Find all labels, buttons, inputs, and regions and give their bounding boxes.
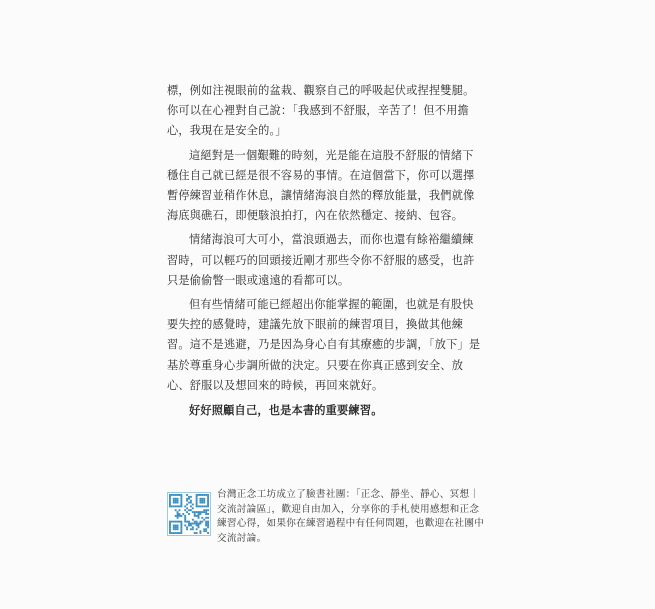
paragraph-4: 但有些情緒可能已經超出你能掌握的範圍，也就是有股快要失控的感覺時，建議先放下眼前的練習項目，換做其他練習。這不是逃避，乃是因為身心自有其療癒的步調，「放下」是基於尊重身心步調所做的決定。只要在你真正感到安全、放心、舒服以及想回來的時候，再回來就好。: [167, 298, 481, 392]
qr-code-icon[interactable]: [167, 492, 211, 536]
paragraph-emphasis: 好好照顧自己，也是本書的重要練習。: [189, 403, 383, 418]
footer-text: 台灣正念工坊成立了臉書社團：「正念、靜坐、靜心、冥想｜交流討論區」，歡迎自由加入，分享你的手札使用感想和正念練習心得，如果你在練習過程中有任何問題，也歡迎在社團中交流討論。: [217, 489, 485, 544]
body-text: [167, 81, 485, 424]
footer-note: [167, 488, 489, 544]
paragraph-1: 標，例如注視眼前的盆栽、觀察自己的呼吸起伏或捏捏雙腿。你可以在心裡對自己說：「我感到不舒服，辛苦了！但不用擔心，我現在是安全的。」: [167, 84, 475, 138]
paragraph-2: 這絕對是一個艱難的時刻，光是能在這股不舒服的情緒下穩住自己就已經是很不容易的事情。在這個當下，你可以選擇暫停練習並稍作休息，讓情緒海浪自然的釋放能量，我們就像海底與礁石，即便駭浪拍打，內在依然穩定、接納、包容。: [167, 148, 475, 223]
paragraph-3: 情緒海浪可大可小，當浪頭過去，而你也還有餘裕繼續練習時，可以輕巧的回頭接近剛才那些令你不舒服的感受，也許只是偷偷瞥一眼或遠遠的看都可以。: [167, 233, 475, 287]
